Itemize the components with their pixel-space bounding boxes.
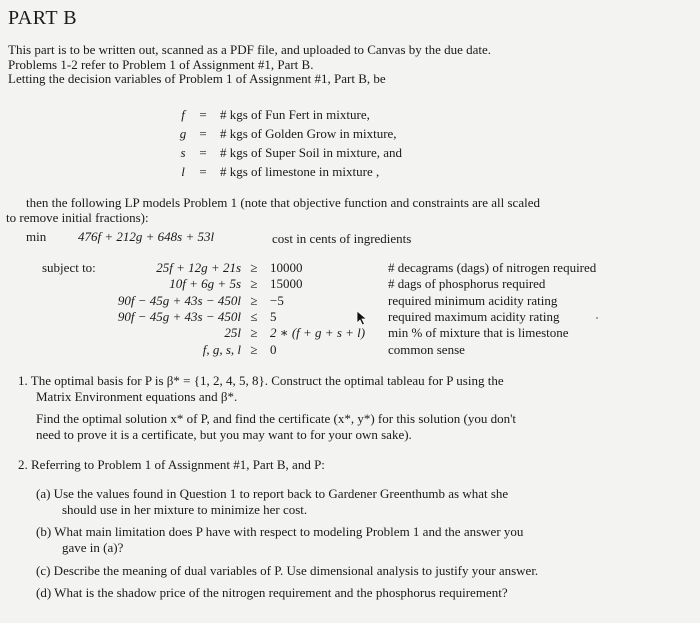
constraint-rhs: −5	[270, 293, 284, 308]
objective-note: cost in cents of ingredients	[272, 231, 412, 246]
constraint-rhs: 2 ∗ (f + g + s + l)	[270, 325, 366, 340]
constraint-row	[0, 260, 700, 276]
constraint-lhs: 90f − 45g + 43s − 450l	[117, 309, 241, 324]
constraint-relation: ≥	[250, 342, 258, 357]
question-2: 2. Referring to Problem 1 of Assignment #1, Part B, and P:	[18, 457, 325, 472]
intro-line: Letting the decision variables of Problem 1 of Assignment #1, Part B, be	[8, 71, 386, 86]
constraint-relation: ≤	[250, 309, 258, 324]
definition-text: # kgs of limestone in mixture ,	[220, 164, 380, 179]
constraint-row	[0, 309, 700, 325]
definition-variable: g	[179, 126, 187, 141]
definition-equals: =	[199, 126, 207, 141]
constraint-row	[0, 342, 700, 358]
constraint-note: required minimum acidity rating	[388, 293, 558, 308]
constraint-relation: ≥	[250, 276, 258, 291]
constraint-relation: ≥	[250, 293, 258, 308]
question-1-line: Find the optimal solution x* of P, and find the certificate (x*, y*) for this solution (you don't	[36, 411, 517, 426]
lp-intro-line: to remove initial fractions):	[6, 209, 149, 225]
question-2d: (d) What is the shadow price of the nitrogen requirement and the phosphorus requirement?	[36, 585, 508, 600]
question-2c: (c) Describe the meaning of dual variables of P. Use dimensional analysis to justify your answer.	[36, 563, 539, 578]
stray-dot	[596, 317, 598, 319]
definition-variable: f	[181, 107, 185, 122]
constraint-note: min % of mixture that is limestone	[388, 325, 569, 340]
question-2a-line: (a) Use the values found in Question 1 to report back to Gardener Greenthumb as what she	[36, 486, 509, 501]
definition-variable: l	[181, 164, 185, 179]
variable-definitions	[0, 107, 700, 183]
constraint-note: # decagrams (dags) of nitrogen required	[388, 260, 597, 275]
constraint-relation: ≥	[250, 260, 258, 275]
constraint-row	[0, 276, 700, 292]
constraint-rhs: 10000	[270, 260, 303, 275]
definition-text: # kgs of Fun Fert in mixture,	[220, 107, 370, 122]
definition-text: # kgs of Super Soil in mixture, and	[220, 145, 402, 160]
constraint-note: common sense	[388, 342, 465, 357]
constraint-rhs: 15000	[270, 276, 303, 291]
constraint-lhs: 10f + 6g + 5s	[169, 276, 241, 291]
definition-equals: =	[199, 107, 207, 122]
question-2a-line: should use in her mixture to minimize her cost.	[62, 502, 308, 517]
page-title: PART B	[8, 7, 78, 29]
constraint-lhs: 25f + 12g + 21s	[156, 260, 241, 275]
question-1-line: 1. The optimal basis for P is β* = {1, 2, 4, 5, 8}. Construct the optimal tableau for P using the	[18, 373, 504, 388]
question-2b-line: gave in (a)?	[62, 540, 124, 555]
constraint-relation: ≥	[250, 325, 258, 340]
constraint-lhs: 25l	[224, 325, 241, 340]
lp-intro-line: then the following LP models Problem 1 (note that objective function and constraints are all scaled	[26, 195, 540, 210]
question-1-line: need to prove it is a certificate, but you may want to for your own sake).	[36, 427, 412, 442]
intro-line: This part is to be written out, scanned as a PDF file, and uploaded to Canvas by the due date.	[8, 42, 492, 57]
intro-paragraph	[8, 42, 491, 86]
constraint-note: required maximum acidity rating	[388, 309, 560, 324]
question-2b-line: (b) What main limitation does P have with respect to modeling Problem 1 and the answer you	[36, 524, 524, 539]
constraint-row	[0, 325, 700, 341]
constraint-rhs: 0	[270, 342, 277, 357]
constraint-rhs: 5	[270, 309, 277, 324]
constraint-lhs: f, g, s, l	[202, 342, 241, 357]
constraint-lhs: 90f − 45g + 43s − 450l	[117, 293, 241, 308]
definition-equals: =	[199, 145, 207, 160]
intro-line: Problems 1-2 refer to Problem 1 of Assignment #1, Part B.	[8, 56, 314, 72]
objective-expression: 476f + 212g + 648s + 53l	[78, 229, 215, 244]
lp-intro-paragraph	[6, 195, 540, 224]
constraint-row	[0, 293, 700, 309]
question-1-line: Matrix Environment equations and β*.	[36, 389, 238, 404]
definition-text: # kgs of Golden Grow in mixture,	[220, 126, 397, 141]
subject-to-label: subject to:	[42, 260, 96, 275]
definition-variable: s	[180, 145, 186, 160]
mouse-cursor-icon	[356, 310, 368, 326]
constraint-note: # dags of phosphorus required	[388, 276, 546, 291]
objective-keyword: min	[26, 229, 47, 244]
definition-equals: =	[199, 164, 207, 179]
